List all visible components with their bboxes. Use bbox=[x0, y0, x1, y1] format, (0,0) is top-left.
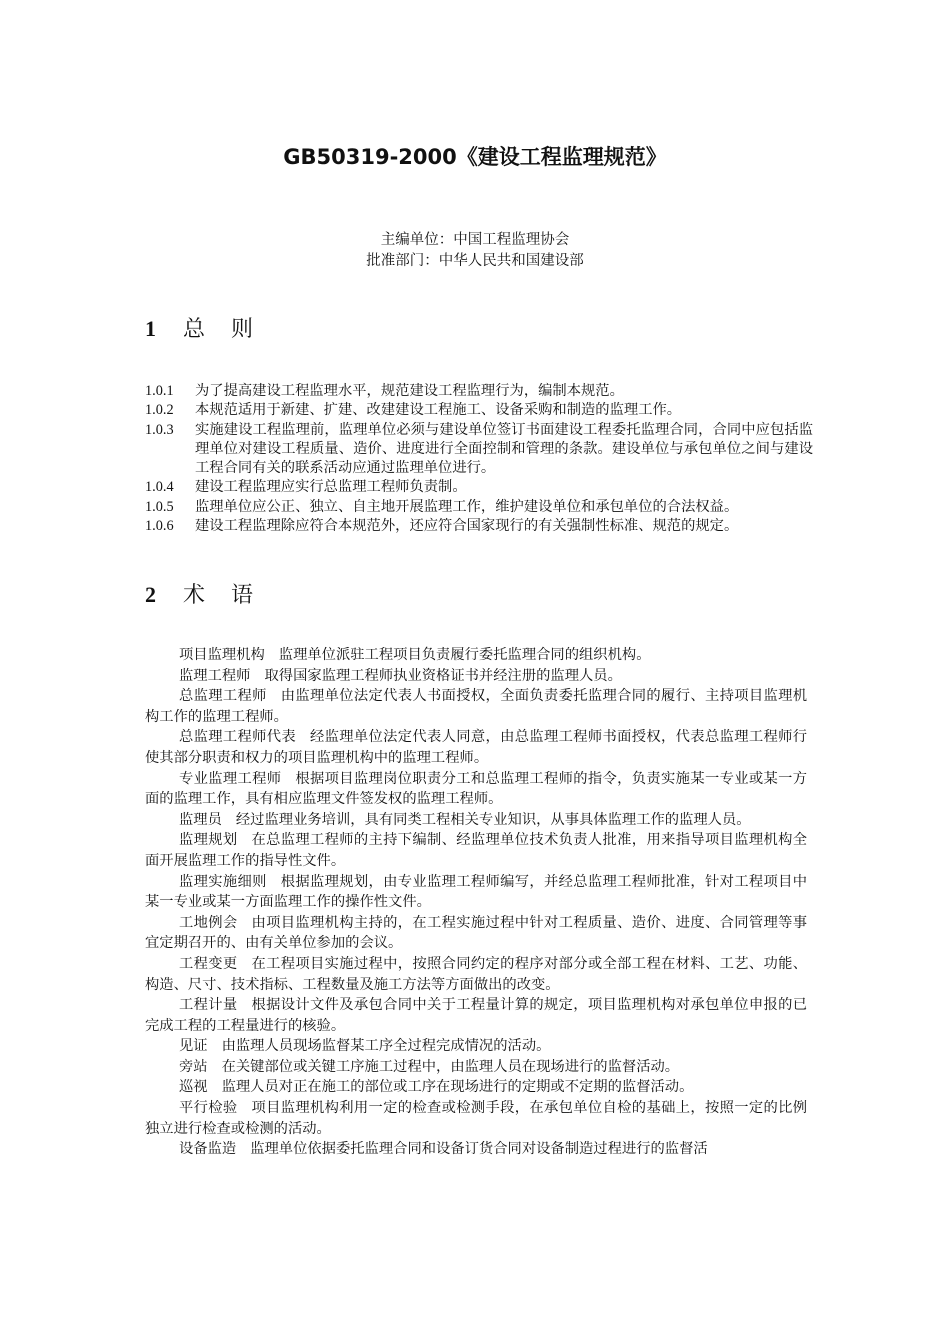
term-definition: 监理单位派驻工程项目负责履行委托监理合同的组织机构。 bbox=[278, 647, 651, 663]
term-name: 监理工程师 bbox=[179, 667, 251, 684]
term-entry bbox=[145, 913, 807, 954]
term-definition: 由监理单位法定代表人书面授权，全面负责委托监理合同的履行、主持项目监理机构工作的监理工程师。 bbox=[145, 688, 808, 725]
term-entry bbox=[145, 645, 807, 666]
clause-item bbox=[145, 401, 813, 420]
term-definition: 经监理单位法定代表人同意，由总监理工程师书面授权，代表总监理工程师行使其部分职责和权力的项目监理机构中的监理工程师。 bbox=[145, 729, 807, 766]
chapter-heading-1 bbox=[145, 312, 279, 343]
terms-list bbox=[145, 645, 807, 1160]
term-entry bbox=[145, 954, 807, 995]
chapter-title: 术语 bbox=[183, 583, 280, 608]
document-title: GB50319-2000《建设工程监理规范》 bbox=[283, 145, 667, 169]
term-definition: 根据设计文件及承包合同中关于工程量计算的规定，项目监理机构对承包单位申报的已完成工程的工程量进行的核验。 bbox=[145, 997, 808, 1034]
clause-item bbox=[145, 498, 813, 517]
term-definition: 监理单位依据委托监理合同和设备订货合同对设备制造过程进行的监督活 bbox=[250, 1141, 708, 1158]
term-entry bbox=[145, 830, 807, 871]
term-entry bbox=[145, 995, 807, 1036]
term-name: 工程变更 bbox=[179, 955, 238, 972]
clause-list bbox=[145, 382, 813, 536]
clause-number: 1.0.4 bbox=[145, 479, 174, 496]
term-entry bbox=[145, 666, 807, 687]
term-name: 监理员 bbox=[179, 811, 222, 828]
term-entry bbox=[145, 686, 807, 727]
clause-number: 1.0.1 bbox=[145, 383, 174, 399]
term-definition: 在工程项目实施过程中，按照合同约定的程序对部分或全部工程在材料、工艺、功能、构造、尺寸、技术指标、工程数量及施工方法等方面做出的改变。 bbox=[145, 955, 808, 993]
term-name: 工地例会 bbox=[179, 914, 238, 931]
term-definition: 由项目监理机构主持的，在工程实施过程中针对工程质量、造价、进度、合同管理等事宜定期召开的、由有关单位参加的会议。 bbox=[145, 914, 808, 952]
term-definition: 监理人员对正在施工的部位或工序在现场进行的定期或不定期的监督活动。 bbox=[221, 1079, 694, 1096]
term-name: 旁站 bbox=[179, 1058, 208, 1075]
term-entry bbox=[145, 1077, 807, 1098]
clause-item bbox=[145, 517, 813, 536]
chapter-number: 1 bbox=[145, 316, 156, 341]
clause-item bbox=[145, 478, 813, 497]
term-entry bbox=[145, 1098, 807, 1139]
term-definition: 项目监理机构利用一定的检查或检测手段，在承包单位自检的基础上，按照一定的比例独立进行检查或检测的活动。 bbox=[145, 1100, 808, 1137]
term-name: 见证 bbox=[179, 1038, 208, 1055]
term-entry bbox=[145, 810, 807, 831]
term-definition: 根据监理规划，由专业监理工程师编写，并经总监理工程师批准，针对工程项目中某一专业或某一方面监理工作的操作性文件。 bbox=[145, 873, 808, 911]
clause-text: 监理单位应公正、独立、自主地开展监理工作，维护建设单位和承包单位的合法权益。 bbox=[195, 498, 739, 515]
approval-dept-line: 批准部门：中华人民共和国建设部 bbox=[366, 253, 584, 269]
term-entry bbox=[145, 1036, 807, 1057]
term-name: 平行检验 bbox=[179, 1100, 238, 1117]
clause-item bbox=[145, 382, 813, 401]
editor-unit-line: 主编单位：中国工程监理协会 bbox=[380, 232, 570, 248]
term-entry bbox=[145, 1139, 807, 1160]
term-name: 监理规划 bbox=[179, 832, 238, 849]
clause-text: 建设工程监理应实行总监理工程师负责制。 bbox=[195, 479, 467, 496]
term-name: 工程计量 bbox=[179, 997, 238, 1014]
clause-text: 本规范适用于新建、扩建、改建建设工程施工、设备采购和制造的监理工作。 bbox=[195, 402, 682, 419]
clause-text: 建设工程监理除应符合本规范外，还应符合国家现行的有关强制性标准、规范的规定。 bbox=[195, 518, 739, 535]
chapter-title: 总则 bbox=[183, 317, 280, 342]
chapter-heading-2 bbox=[145, 578, 279, 609]
term-name: 巡视 bbox=[179, 1079, 208, 1096]
clause-number: 1.0.3 bbox=[145, 421, 174, 438]
term-definition: 在总监理工程师的主持下编制、经监理单位技术负责人批准，用来指导项目监理机构全面开展监理工作的指导性文件。 bbox=[145, 832, 808, 869]
term-definition: 根据项目监理岗位职责分工和总监理工程师的指令，负责实施某一专业或某一方面的监理工作，具有相应监理文件签发权的监理工程师。 bbox=[145, 770, 807, 808]
term-definition: 由监理人员现场监督某工序全过程完成情况的活动。 bbox=[221, 1038, 551, 1055]
term-entry bbox=[145, 872, 807, 913]
clause-item bbox=[145, 421, 813, 479]
term-entry bbox=[145, 727, 807, 768]
clause-text: 实施建设工程监理前，监理单位必须与建设单位签订书面建设工程委托监理合同，合同中应包括监理单位对建设工程质量、造价、进度进行全面控制和管理的条款。建设单位与承包单位之间与建设工程合同有关的联系活动应通过监理单位进行。 bbox=[195, 421, 813, 477]
term-definition: 经过监理业务培训，具有同类工程相关专业知识，从事具体监理工作的监理人员。 bbox=[235, 811, 751, 828]
term-name: 总监理工程师 bbox=[179, 688, 267, 705]
term-definition: 取得国家监理工程师执业资格证书并经注册的监理人员。 bbox=[264, 667, 622, 684]
clause-number: 1.0.5 bbox=[145, 498, 174, 515]
term-name: 监理实施细则 bbox=[179, 873, 267, 890]
chapter-number: 2 bbox=[145, 582, 156, 607]
term-name: 总监理工程师代表 bbox=[179, 729, 297, 746]
clause-number: 1.0.6 bbox=[145, 518, 174, 535]
term-entry bbox=[145, 769, 807, 810]
clause-number: 1.0.2 bbox=[145, 402, 174, 419]
term-entry bbox=[145, 1057, 807, 1078]
term-definition: 在关键部位或关键工序施工过程中，由监理人员在现场进行的监督活动。 bbox=[221, 1058, 680, 1075]
term-name: 设备监造 bbox=[179, 1141, 237, 1158]
term-name: 项目监理机构 bbox=[179, 647, 265, 663]
term-name: 专业监理工程师 bbox=[179, 770, 282, 787]
clause-text: 为了提高建设工程监理水平，规范建设工程监理行为，编制本规范。 bbox=[195, 383, 624, 399]
